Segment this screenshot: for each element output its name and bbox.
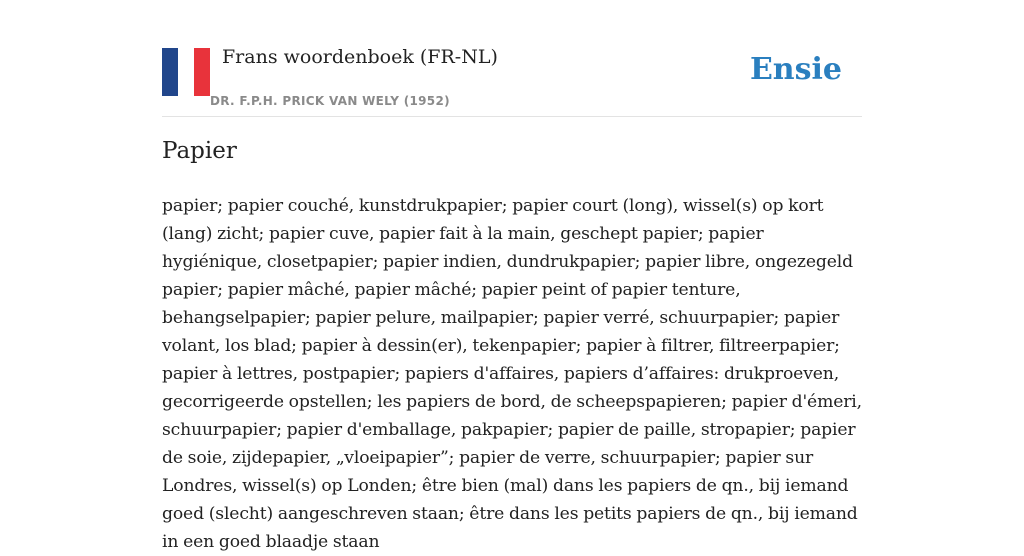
entry-title: Papier — [162, 138, 237, 164]
dictionary-author: DR. F.P.H. PRICK VAN WELY (1952) — [210, 94, 450, 108]
france-flag-icon — [162, 48, 210, 96]
dictionary-header — [162, 44, 862, 117]
brand-logo[interactable]: Ensie — [749, 52, 842, 87]
entry-body: papier; papier couché, kunstdrukpapier; papier court (long), wissel(s) op kort (lang) zicht; papier cuve, papier fait à la main, geschept papier; papier hygiénique, closetpapier; papier indien, dundrukpapier; papier libre, ongezegeld papier; papier mâché, papier mâché; papier peint of papier tenture, behangselpapier; papier pelure, mailpapier; papier verré, schuurpapier; papier volant, los blad; papier à dessin(er), tekenpapier; papier à filtrer, filtreerpapier; papier à lettres, postpapier; papiers d'affaires, papiers d’affaires: drukproeven, gecorrigeerde opstellen; les papiers de bord, de scheepspapieren; papier d'émeri, schuurpapier; papier d'emballage, pakpapier; papier de paille, stropapier; papier de soie, zijdepapier, „vloeipapier”; papier de verre, schuurpapier; papier sur Londres, wissel(s) op Londen; être bien (mal) dans les papiers de qn., bij iemand goed (slecht) aangeschreven staan; être dans les petits papiers de qn., bij iemand in een goed blaadje staan — [162, 196, 862, 552]
dictionary-title[interactable]: Frans woordenboek (FR-NL) — [222, 46, 498, 68]
flag-stripe-red — [194, 48, 210, 96]
flag-stripe-white — [178, 48, 194, 96]
flag-stripe-blue — [162, 48, 178, 96]
